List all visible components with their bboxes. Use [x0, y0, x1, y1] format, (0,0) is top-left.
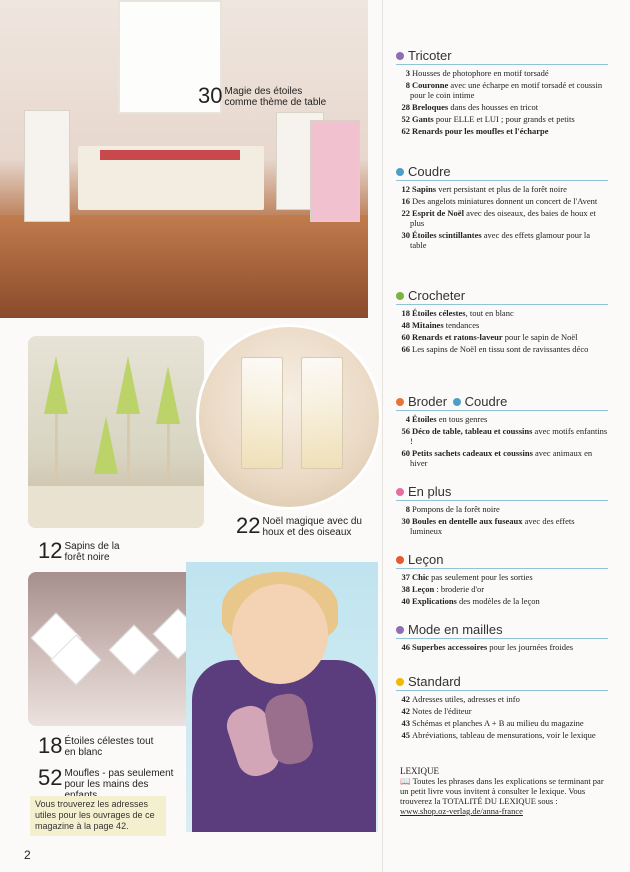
bullet-icon	[396, 556, 404, 564]
toc-entry[interactable]: 30 Boules en dentelle aux fuseaux avec des effets lumineux	[401, 516, 575, 536]
toc-entry[interactable]: 18 Étoiles célestes, tout en blanc	[401, 308, 514, 318]
toc-entry[interactable]: 56 Déco de table, tableau et coussins avec motifs enfantins !	[401, 426, 608, 446]
table-photo	[0, 0, 368, 318]
lexique-label: LEXIQUE	[400, 766, 439, 776]
felt-tree	[44, 356, 68, 414]
toc-entry[interactable]: 60 Petits sachets cadeaux et coussins avec animaux en hiver	[401, 448, 593, 468]
toc-section-coudre	[396, 164, 608, 252]
chair	[24, 110, 70, 222]
caption-holly: 22 Noël magique avec du houx et des oiseaux	[236, 513, 362, 538]
candle-glass	[301, 357, 343, 469]
section-heading: Crocheter	[396, 288, 608, 305]
tree-stem	[167, 424, 170, 494]
toc-entry[interactable]: 22 Esprit de Noël avec des oiseaux, des baies de houx et plus	[401, 208, 596, 228]
toc-entry[interactable]: 8 Pompons de la forêt noire	[405, 504, 500, 514]
bullet-icon	[396, 292, 404, 300]
section-heading: Leçon	[396, 552, 608, 569]
candle-glasses-photo	[196, 324, 382, 510]
toc-section-mode-en-mailles	[396, 622, 608, 654]
toc-entry[interactable]: 46 Superbes accessoires pour les journées froides	[401, 642, 574, 652]
toc-section-lecon	[396, 552, 608, 608]
lace-star	[109, 625, 160, 676]
lexique-block	[400, 766, 610, 816]
toc-entry[interactable]: 3 Housses de photophore en motif torsadé	[405, 68, 549, 78]
felt-tree	[94, 416, 118, 474]
bullet-icon	[453, 398, 461, 406]
tree-stem	[55, 414, 58, 494]
toc-entry[interactable]: 8 Couronne avec une écharpe en motif torsadé et coussin pour le coin intime	[405, 80, 603, 100]
section-heading: Coudre	[396, 164, 608, 181]
addresses-note: Vous trouverez les adresses utiles pour les ouvrages de ce magazine à la page 42.	[30, 796, 166, 836]
lace-stars-photo	[28, 572, 204, 726]
bullet-icon	[396, 398, 404, 406]
toc-section-broder-coudre	[396, 394, 608, 470]
tree-stem	[127, 414, 130, 494]
page-fold	[382, 0, 383, 872]
bullet-icon	[396, 678, 404, 686]
toc-entry[interactable]: 60 Renards et ratons-laveur pour le sapin de Noël	[401, 332, 578, 342]
section-heading: Broder Coudre	[396, 394, 608, 411]
book-icon: 📖	[400, 776, 411, 786]
toc-entry[interactable]: 42 Notes de l'éditeur	[401, 706, 472, 716]
floor	[0, 215, 368, 318]
caption-trees: 12 Sapins de la forêt noire	[38, 538, 120, 563]
section-heading: Tricoter	[396, 48, 608, 65]
toc-entry[interactable]: 16 Des angelots miniatures donnent un concert de l'Avent	[401, 196, 598, 206]
table-runner	[100, 150, 240, 160]
section-heading: En plus	[396, 484, 608, 501]
toc-entry[interactable]: 30 Étoiles scintillantes avec des effets glamour pour la table	[401, 230, 591, 250]
toc-section-tricoter	[396, 48, 608, 138]
bullet-icon	[396, 52, 404, 60]
toc-section-crocheter	[396, 288, 608, 356]
toc-entry[interactable]: 38 Leçon : broderie d'or	[401, 584, 485, 594]
bullet-icon	[396, 626, 404, 634]
toc-section-en-plus	[396, 484, 608, 538]
chair	[310, 120, 360, 222]
toc-entry[interactable]: 62 Renards pour les moufles et l'écharpe	[401, 126, 549, 136]
toc-section-standard	[396, 674, 608, 742]
girl-face	[232, 584, 328, 684]
toc-entry[interactable]: 48 Mitaines tendances	[401, 320, 480, 330]
toc-entry[interactable]: 37 Chic pas seulement pour les sorties	[401, 572, 533, 582]
toc-entry[interactable]: 4 Étoiles en tous genres	[405, 414, 488, 424]
lexique-text: 📖 Toutes les phrases dans les explications se terminant par un petit livre vous invitent à consulter le lexique. Vous trouverez la TOTALITÉ DU LEXIQUE sous :	[400, 776, 604, 806]
toc-entry[interactable]: 42 Adresses utiles, adresses et info	[401, 694, 520, 704]
table-surface	[28, 486, 204, 528]
toc-entry[interactable]: 66 Les sapins de Noël en tissu sont de ravissantes déco	[401, 344, 589, 354]
bullet-icon	[396, 168, 404, 176]
caption-table: 30 Magie des étoiles comme thème de table	[198, 83, 327, 108]
bullet-icon	[396, 488, 404, 496]
candle-glass	[241, 357, 283, 469]
caption-stars: 18 Étoiles célestes tout en blanc	[38, 733, 154, 758]
felt-tree	[116, 356, 140, 414]
toc-entry[interactable]: 43 Schémas et planches A + B au milieu du magazine	[401, 718, 584, 728]
toc-entry[interactable]: 45 Abréviations, tableau de mensurations, voir le lexique	[401, 730, 596, 740]
section-heading: Mode en mailles	[396, 622, 608, 639]
toc-entry[interactable]: 28 Breloques dans des housses en tricot	[401, 102, 539, 112]
felt-tree	[156, 366, 180, 424]
lexique-link[interactable]: www.shop.oz-verlag.de/anna-france	[400, 806, 523, 816]
toc-entry[interactable]: 40 Explications des modèles de la leçon	[401, 596, 540, 606]
toc-entry[interactable]: 12 Sapins vert persistant et plus de la forêt noire	[401, 184, 567, 194]
toc-entry[interactable]: 52 Gants pour ELLE et LUI ; pour grands et petits	[401, 114, 575, 124]
section-heading: Standard	[396, 674, 608, 691]
felt-trees-photo	[28, 336, 204, 528]
caption-mittens: 52 Moufles - pas seulement pour les mains des	[38, 765, 174, 790]
page-number: 2	[24, 848, 31, 862]
